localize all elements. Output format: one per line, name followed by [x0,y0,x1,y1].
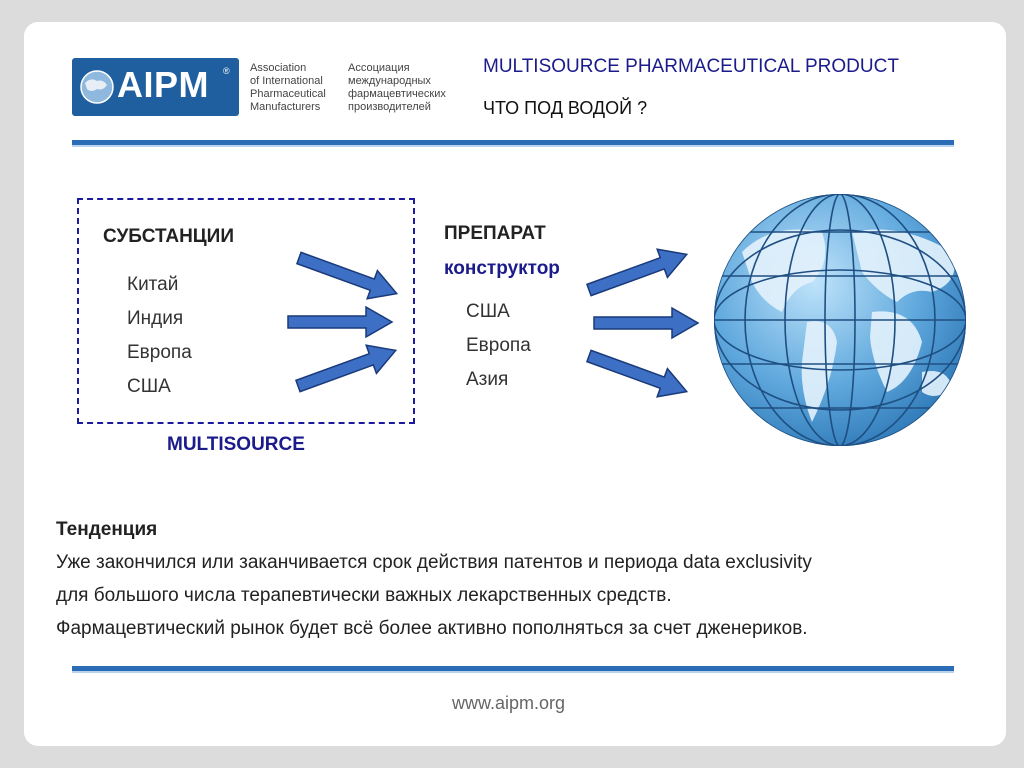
logo-ru-line: Ассоциация [348,62,410,74]
arrow-icon [584,342,692,406]
list-item: Азия [466,369,509,390]
slide-title: MULTISOURCE PHARMACEUTICAL PRODUCT [483,56,899,77]
trend-line: Уже закончился или заканчивается срок действия патентов и периода data exclusivity [56,552,812,573]
logo-en-line: Manufacturers [250,101,321,113]
product-heading: ПРЕПАРАТ [444,223,546,244]
arrow-icon [594,308,698,338]
bottom-divider [72,666,954,673]
logo-ru-line: фармацевтических [348,88,446,100]
substances-heading: СУБСТАНЦИИ [103,226,234,247]
arrow-icon [294,244,402,308]
arrow-icon [288,307,392,337]
logo-registered-mark: ® [223,66,230,76]
logo-brand: AIPM [117,64,209,105]
product-subheading: конструктор [444,258,560,279]
trend-section [56,513,996,645]
logo-en-line: Association [250,62,307,74]
trend-heading: Тенденция [56,519,158,540]
list-item: Индия [127,308,184,329]
list-item: США [127,376,171,397]
slide-subtitle: ЧТО ПОД ВОДОЙ ? [483,98,648,118]
logo-ru-line: международных [348,75,431,87]
logo-ru-line: производителей [348,101,431,113]
trend-line: Фармацевтический рынок будет всё более активно пополняться за счет дженериков. [56,618,808,639]
logo-en-line: Pharmaceutical [250,88,326,100]
globe-icon [712,192,972,452]
arrow-icon [584,240,692,304]
arrow-icon [293,336,401,400]
trend-line: для большого числа терапевтически важных лекарственных средств. [56,585,672,606]
list-item: Европа [466,335,531,356]
list-item: Китай [127,274,179,295]
list-item: Европа [127,342,192,363]
footer-url[interactable]: www.aipm.org [452,693,566,713]
multisource-caption: MULTISOURCE [167,434,305,455]
logo-en-line: of International [250,75,323,87]
list-item: США [466,301,510,322]
